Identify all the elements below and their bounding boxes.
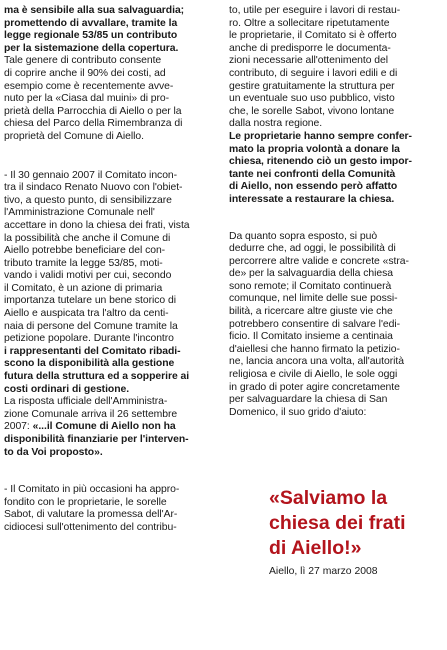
- text-line: futura della struttura ed a sopperire ai: [4, 371, 190, 383]
- text-line: dedurre che, ad oggi, le possibilità di: [229, 243, 396, 255]
- text-line: accettare in dono la chiesa dei frati, vista: [4, 219, 190, 231]
- text-line: per la sistemazione della copertura.: [4, 42, 179, 54]
- text-line: - Il Comitato in più occasioni ha appro-: [4, 484, 180, 496]
- text-line: d'aiellesi che hanno firmato la petizio-: [229, 343, 400, 355]
- text-line: Sabot, di valutare la promessa dell'Ar-: [4, 509, 178, 521]
- text-line: Aiello e auspicata tra l'altro da centi-: [4, 308, 169, 320]
- text-line: sono remote; il Comitato continuerà: [229, 280, 392, 292]
- text-line: Domenico, il suo grido d'aiuto:: [229, 406, 367, 418]
- text-line: scono la disponibilità alla gestione: [4, 358, 175, 370]
- paragraph-response-quote: [4, 421, 219, 459]
- text-line: un eventuale suo uso pubblico, visto: [229, 93, 395, 105]
- text-line: che, le sorelle Sabot, vivono lontane: [229, 105, 395, 117]
- text-line: [4, 434, 219, 447]
- text-line: in grado di poter agire concretamente: [229, 381, 400, 393]
- text-line: prietà della Parrocchia di Aiello o per la: [4, 105, 182, 117]
- text-line: ro. Oltre a sollecitare ripetutamente: [229, 17, 390, 29]
- text-line: tante nei confronti della Comunità: [229, 168, 396, 180]
- text-line: di coprire anche il 90% dei costi, ad: [4, 67, 166, 79]
- signature-date: Aiello, lì 27 marzo 2008: [269, 566, 378, 577]
- text-line: ne, lancia ancora una volta, all'autorità: [229, 356, 404, 368]
- quote-line: chiesa dei frati: [269, 512, 406, 534]
- paragraph-bold-owners: [229, 131, 443, 207]
- text-line: nuto per la «Ciasa dal muini» di pro-: [4, 93, 170, 105]
- text-line: ficio. Il Comitato insieme a centinaia: [229, 331, 393, 343]
- text-line: - Il 30 gennaio 2007 il Comitato incon-: [4, 169, 178, 181]
- text-line: la possibilità che anche il Comune di: [4, 232, 171, 244]
- text-line: comunque, nel limite delle sue possi-: [229, 293, 398, 305]
- quote-line: di Aiello!»: [269, 537, 362, 559]
- text-line: potrebbero consentire di salvare l'edi-: [229, 318, 400, 330]
- text-line: anche di predisporre le documenta-: [229, 42, 391, 54]
- text-line: di Aiello, non essendo però affatto: [229, 181, 398, 193]
- text-line: chiesa del Parco della Rimembranza di: [4, 118, 183, 130]
- text-line: cidiocesi sull'ottenimento del contribu-: [4, 521, 177, 533]
- left-column: [4, 5, 219, 535]
- text-line: le proprietarie, il Comitato si è offerto: [229, 30, 397, 42]
- text-line: naia di persone del Comune tramite la: [4, 320, 178, 332]
- text-line: percorrere altre valide e concrete «stra-: [229, 255, 409, 267]
- text-line: interessate a restaurare la chiesa.: [229, 193, 395, 205]
- text-line: mato la propria volontà a donare la: [229, 143, 400, 155]
- text-line: Tale genere di contributo consente: [4, 55, 162, 67]
- text-line: chiesa, ritenendo ciò un gesto impor-: [229, 156, 412, 168]
- text-line: l'Amministrazione Comunale nell': [4, 207, 155, 219]
- text-line: ma è sensibile alla sua salvaguardia;: [4, 5, 185, 16]
- text-line: importanza tutelare un bene storico di: [4, 295, 176, 307]
- text-line: Le proprietarie hanno sempre confer-: [229, 130, 412, 142]
- paragraph-conclusion: [229, 231, 443, 420]
- text-line: legge regionale 53/85 un contributo: [4, 30, 178, 42]
- text-normal: 2007:: [4, 421, 33, 433]
- text-line: religiosa e civile di Aiello, le sole oggi: [229, 369, 398, 381]
- text-line: proprietà del Comune di Aiello.: [4, 130, 144, 142]
- text-line: petizione popolare. Durante l'incontro: [4, 333, 174, 345]
- paragraph-bold-committee: [4, 346, 219, 396]
- text-line: esempio come è recentemente avve-: [4, 80, 174, 92]
- text-line: to, utile per eseguire i lavori di restau-: [229, 5, 401, 16]
- paragraph-meeting: [4, 170, 219, 346]
- text-line: vando i validi motivi per cui, secondo: [4, 270, 172, 282]
- text-line: tributo tramite la legge 53/85, moti-: [4, 257, 163, 269]
- paragraph-response: [4, 396, 219, 421]
- text-line: il Comitato, è un azione di primaria: [4, 282, 163, 294]
- text-line: La risposta ufficiale dell'Amministra-: [4, 396, 168, 408]
- appeal-quote: [269, 486, 439, 561]
- text-line: zione Comunale arriva il 26 settembre: [4, 408, 178, 420]
- text-line: i rappresentanti del Comitato ribadi-: [4, 345, 181, 357]
- text-line: [4, 447, 219, 460]
- text-line: tra il sindaco Renato Nuovo con l'obiet-: [4, 182, 183, 194]
- text-bold: to da Voi proposto».: [4, 446, 103, 458]
- paragraph-contribution: [4, 55, 219, 143]
- text-line: tivo, a questo punto, di sensibilizzare: [4, 194, 172, 206]
- paragraph-bold-intro: [4, 5, 219, 55]
- paragraph-owners: [4, 484, 219, 534]
- text-line: Da quanto sopra esposto, si può: [229, 230, 378, 242]
- text-line: fondito con le proprietarie, le sorelle: [4, 496, 167, 508]
- quote-line: «Salviamo la: [269, 487, 388, 509]
- text-line: per salvaguardare la chiesa di San: [229, 394, 388, 406]
- text-line: gestire gratuitamente la struttura per: [229, 80, 395, 92]
- text-line: contributo, di seguire i lavori edili e di: [229, 67, 398, 79]
- text-line: Aiello potrebbe beneficiare del con-: [4, 245, 166, 257]
- text-line: dalla nostra regione.: [229, 118, 323, 130]
- text-line: de» per la salvaguardia della chiesa: [229, 268, 393, 280]
- paragraph-restoration: [229, 5, 443, 131]
- text-bold: «...il Comune di Aiello non ha: [32, 421, 176, 433]
- text-line: bilità, a ricercare altre giuste vie che: [229, 306, 393, 318]
- text-line: costi ordinari di gestione.: [4, 383, 130, 395]
- text-line: promettendo di avvallare, tramite la: [4, 17, 178, 29]
- text-line: zioni necessarie all'ottenimento del: [229, 55, 389, 67]
- right-column: [229, 5, 443, 419]
- text-line: [4, 421, 219, 434]
- text-bold: disponibilità finanziarie per l'interven-: [4, 434, 189, 445]
